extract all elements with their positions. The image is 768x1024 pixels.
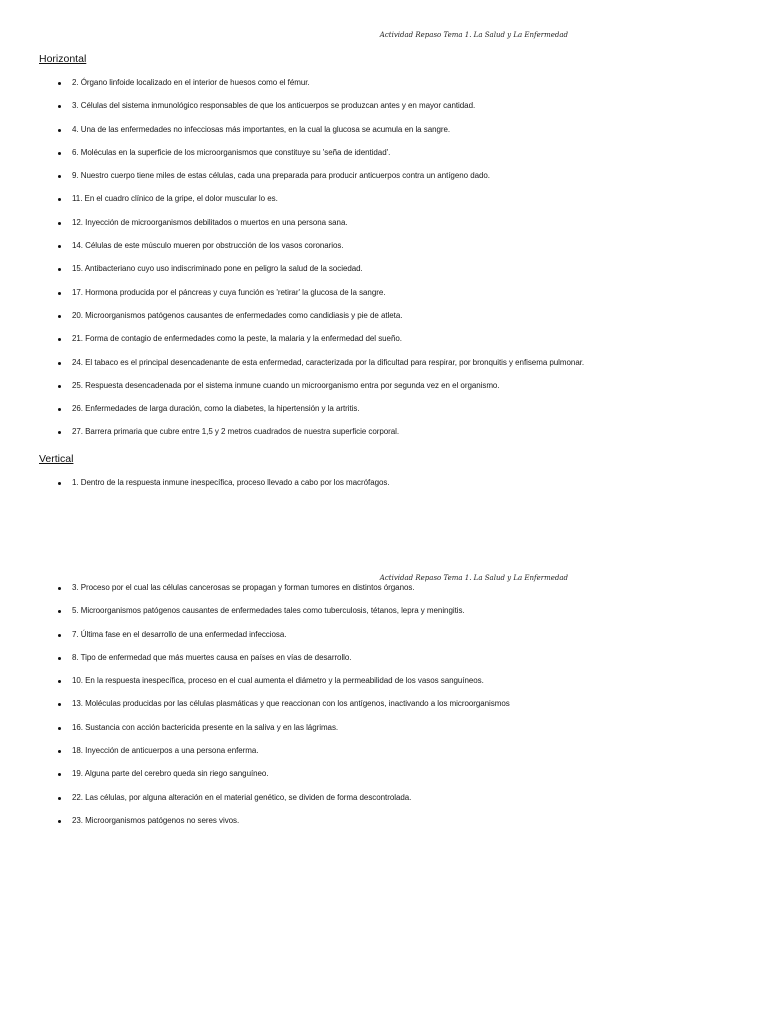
clue-item: 2. Órgano linfoide localizado en el interior de huesos como el fémur. <box>58 78 738 88</box>
page-header: Actividad Repaso Tema 1. La Salud y La Enfermedad <box>379 574 568 582</box>
clue-item: 24. El tabaco es el principal desencadenante de esta enfermedad, caracterizada por la dificultad para respirar, por bronquitis y enfisema pulmonar. <box>58 358 738 368</box>
clue-item: 21. Forma de contagio de enfermedades como la peste, la malaria y la enfermedad del sueño. <box>58 334 738 344</box>
clue-item: 4. Una de las enfermedades no infecciosas más importantes, en la cual la glucosa se acumula en la sangre. <box>58 125 738 135</box>
vertical-heading: Vertical <box>39 453 74 465</box>
clue-item: 5. Microorganismos patógenos causantes de enfermedades tales como tuberculosis, tétanos, lepra y meningitis. <box>58 606 738 616</box>
clue-item: 17. Hormona producida por el páncreas y cuya función es 'retirar' la glucosa de la sangre. <box>58 288 738 298</box>
horizontal-heading: Horizontal <box>39 53 87 65</box>
clue-item: 27. Barrera primaria que cubre entre 1,5 y 2 metros cuadrados de nuestra superficie corporal. <box>58 427 738 437</box>
clue-item: 13. Moléculas producidas por las células plasmáticas y que reaccionan con los antígenos, inactivando a los microorganismos <box>58 699 738 709</box>
clue-item: 25. Respuesta desencadenada por el sistema inmune cuando un microorganismo entra por segunda vez en el organismo. <box>58 381 738 391</box>
clue-item: 18. Inyección de anticuerpos a una persona enferma. <box>58 746 738 756</box>
clue-item: 12. Inyección de microorganismos debilitados o muertos en una persona sana. <box>58 218 738 228</box>
clue-item: 10. En la respuesta inespecífica, proceso en el cual aumenta el diámetro y la permeabilidad de los vasos sanguíneos. <box>58 676 738 686</box>
clue-item: 20. Microorganismos patógenos causantes de enfermedades como candidiasis y pie de atleta. <box>58 311 738 321</box>
vertical-clue-list <box>58 478 738 501</box>
clue-item: 3. Proceso por el cual las células cancerosas se propagan y forman tumores en distintos órganos. <box>58 583 738 593</box>
clue-item: 1. Dentro de la respuesta inmune inespecífica, proceso llevado a cabo por los macrófagos. <box>58 478 738 488</box>
clue-item: 11. En el cuadro clínico de la gripe, el dolor muscular lo es. <box>58 194 738 204</box>
horizontal-clue-list <box>58 78 738 451</box>
clue-item: 23. Microorganismos patógenos no seres vivos. <box>58 816 738 826</box>
clue-item: 8. Tipo de enfermedad que más muertes causa en países en vías de desarrollo. <box>58 653 738 663</box>
clue-item: 7. Última fase en el desarrollo de una enfermedad infecciosa. <box>58 630 738 640</box>
clue-item: 16. Sustancia con acción bactericida presente en la saliva y en las lágrimas. <box>58 723 738 733</box>
clue-item: 15. Antibacteriano cuyo uso indiscriminado pone en peligro la salud de la sociedad. <box>58 264 738 274</box>
clue-item: 26. Enfermedades de larga duración, como la diabetes, la hipertensión y la artritis. <box>58 404 738 414</box>
page-header: Actividad Repaso Tema 1. La Salud y La Enfermedad <box>379 31 568 39</box>
clue-item: 6. Moléculas en la superficie de los microorganismos que constituye su 'seña de identidad'. <box>58 148 738 158</box>
vertical-clue-list-continued <box>58 583 738 839</box>
clue-item: 19. Alguna parte del cerebro queda sin riego sanguíneo. <box>58 769 738 779</box>
clue-item: 14. Células de este músculo mueren por obstrucción de los vasos coronarios. <box>58 241 738 251</box>
clue-item: 22. Las células, por alguna alteración en el material genético, se dividen de forma descontrolada. <box>58 793 738 803</box>
clue-item: 9. Nuestro cuerpo tiene miles de estas células, cada una preparada para producir anticuerpos contra un antígeno dado. <box>58 171 738 181</box>
clue-item: 3. Células del sistema inmunológico responsables de que los anticuerpos se produzcan antes y en mayor cantidad. <box>58 101 738 111</box>
